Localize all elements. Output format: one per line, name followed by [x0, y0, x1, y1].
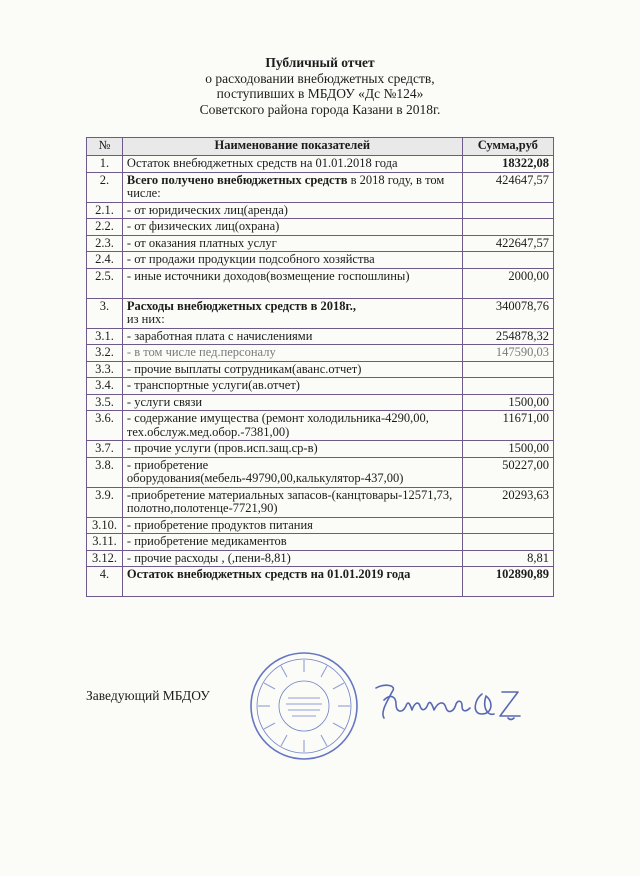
row-sum — [462, 534, 553, 551]
row-sum: 147590,03 — [462, 345, 553, 362]
row-number: 2.1. — [87, 202, 123, 219]
row-name — [122, 172, 462, 202]
row-number: 3.4. — [87, 378, 123, 395]
table-row — [87, 487, 554, 517]
table-row — [87, 567, 554, 597]
row-name: - прочие выплаты сотрудникам(аванс.отчет) — [122, 361, 462, 378]
row-number: 1. — [87, 156, 123, 173]
table-row — [87, 219, 554, 236]
table-row — [87, 345, 554, 362]
table-row — [87, 361, 554, 378]
row-number: 3.6. — [87, 411, 123, 441]
signature-icon — [370, 680, 530, 725]
table-row — [87, 534, 554, 551]
row-name: - от продажи продукции подсобного хозяйства — [122, 252, 462, 269]
table-row — [87, 172, 554, 202]
table-row — [87, 252, 554, 269]
table-row — [87, 202, 554, 219]
table-row — [87, 378, 554, 395]
row-name: - содержание имущества (ремонт холодильника-4290,00, тех.обслуж.мед.обор.-7381,00) — [122, 411, 462, 441]
report-table — [86, 137, 554, 597]
row-sum — [462, 361, 553, 378]
row-name: -приобретение материальных запасов-(канцтовары-12571,73, полотно,полотенце-7721,90) — [122, 487, 462, 517]
row-name: - прочие услуги (пров.исп.защ.ср-в) — [122, 441, 462, 458]
row-name: - в том числе пед.персоналу — [122, 345, 462, 362]
row-number: 3.8. — [87, 457, 123, 487]
row-name: - транспортные услуги(ав.отчет) — [122, 378, 462, 395]
row-sum: 102890,89 — [462, 567, 553, 597]
column-header-sum: Сумма,руб — [462, 138, 553, 156]
column-header-name: Наименование показателей — [122, 138, 462, 156]
row-sum: 254878,32 — [462, 328, 553, 345]
row-name-bold: Расходы внебюджетных средств в 2018г., — [126, 298, 357, 313]
row-name — [122, 298, 462, 328]
row-sum — [462, 517, 553, 534]
table-row — [87, 441, 554, 458]
row-name: Остаток внебюджетных средств на 01.01.2019 года — [122, 567, 462, 597]
row-sum: 424647,57 — [462, 172, 553, 202]
row-sum: 422647,57 — [462, 235, 553, 252]
row-sum — [462, 378, 553, 395]
row-number: 3. — [87, 298, 123, 328]
row-number: 2.5. — [87, 268, 123, 298]
row-sum — [462, 202, 553, 219]
row-name: - услуги связи — [122, 394, 462, 411]
row-number: 2. — [87, 172, 123, 202]
row-number: 3.2. — [87, 345, 123, 362]
row-number: 3.7. — [87, 441, 123, 458]
row-name: - приобретение медикаментов — [122, 534, 462, 551]
row-name-rest: в 2018 году, в том числе: — [126, 172, 445, 200]
table-row — [87, 328, 554, 345]
row-sum — [462, 219, 553, 236]
row-number: 2.3. — [87, 235, 123, 252]
row-number: 3.3. — [87, 361, 123, 378]
row-sum: 2000,00 — [462, 268, 553, 298]
table-row — [87, 394, 554, 411]
table-header-row — [87, 138, 554, 156]
row-number: 2.2. — [87, 219, 123, 236]
report-title: Публичный отчет — [265, 55, 375, 70]
row-name: Остаток внебюджетных средств на 01.01.2018 года — [122, 156, 462, 173]
row-name: - иные источники доходов(возмещение госпошлины) — [122, 268, 462, 298]
report-subtitle-line-3: Советского района города Казани в 2018г. — [199, 101, 441, 117]
row-sum: 8,81 — [462, 550, 553, 567]
row-name: - прочие расходы , (,пени-8,81) — [122, 550, 462, 567]
row-number: 3.9. — [87, 487, 123, 517]
stamp-seal-icon — [248, 650, 360, 762]
row-name: - от оказания платных услуг — [122, 235, 462, 252]
table-row — [87, 517, 554, 534]
row-sum: 50227,00 — [462, 457, 553, 487]
row-sum: 1500,00 — [462, 394, 553, 411]
row-number: 4. — [87, 567, 123, 597]
row-name: - от физических лиц(охрана) — [122, 219, 462, 236]
table-row — [87, 268, 554, 298]
row-name: - от юридических лиц(аренда) — [122, 202, 462, 219]
row-name-bold: Всего получено внебюджетных средств — [126, 172, 348, 187]
row-number: 2.4. — [87, 252, 123, 269]
table-row — [87, 550, 554, 567]
table-row — [87, 235, 554, 252]
row-number: 3.11. — [87, 534, 123, 551]
row-name: - приобретение продуктов питания — [122, 517, 462, 534]
table-row — [87, 411, 554, 441]
row-number: 3.1. — [87, 328, 123, 345]
row-sum: 11671,00 — [462, 411, 553, 441]
row-name-rest: из них: — [126, 312, 165, 326]
table-row — [87, 156, 554, 173]
row-name: - приобретение оборудования(мебель-49790,00,калькулятор-437,00) — [122, 457, 462, 487]
row-sum: 20293,63 — [462, 487, 553, 517]
column-header-number: № — [87, 138, 123, 156]
report-header — [120, 55, 520, 117]
row-sum: 1500,00 — [462, 441, 553, 458]
table-row — [87, 298, 554, 328]
signatory-label: Заведующий МБДОУ — [86, 688, 210, 703]
row-number: 3.10. — [87, 517, 123, 534]
row-name: - заработная плата с начислениями — [122, 328, 462, 345]
table-row — [87, 457, 554, 487]
report-subtitle-line-2: поступивших в МБДОУ «Дс №124» — [216, 86, 424, 101]
row-sum: 18322,08 — [462, 156, 553, 173]
report-subtitle-line-1: о расходовании внебюджетных средств, — [205, 70, 435, 86]
row-sum — [462, 252, 553, 269]
row-number: 3.5. — [87, 394, 123, 411]
row-number: 3.12. — [87, 550, 123, 567]
row-sum: 340078,76 — [462, 298, 553, 328]
